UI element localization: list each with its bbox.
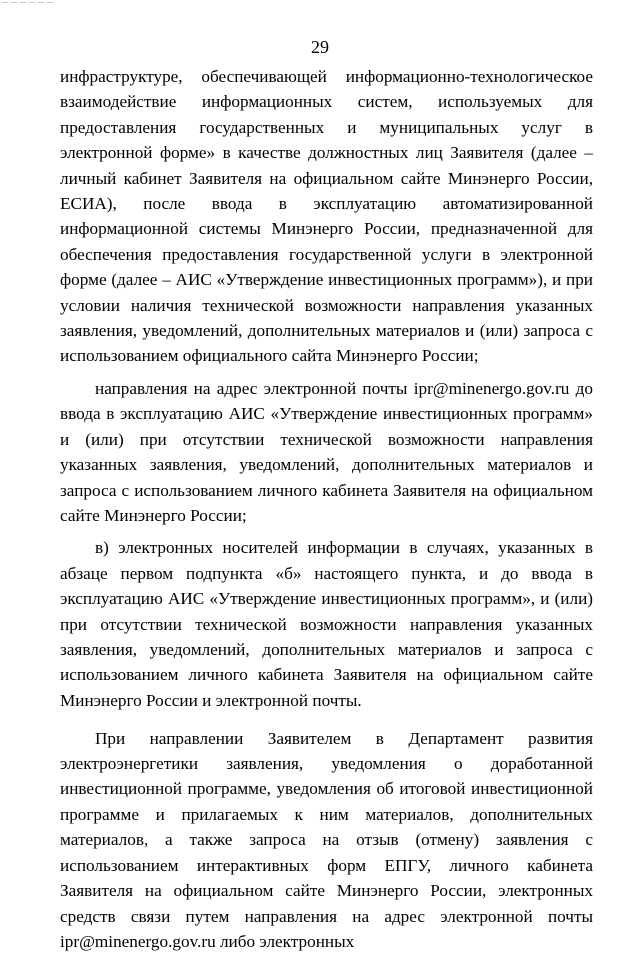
scan-corner-mark <box>2 2 82 8</box>
paragraph-item-v: в) электронных носителей информации в случаях, указанных в абзаце первом подпункта «б» настоящего пункта, и до ввода в эксплуатацию АИС «Утверждение инвестиционных программ», и (или) при отсутствии технической возможности направления указанных заявления, уведомлений, дополнительных материалов и запроса с использованием личного кабинета Заявителя на официальном сайте Минэнерго России и электронной почты. <box>60 538 593 710</box>
paragraph-submission: При направлении Заявителем в Департамент развития электроэнергетики заявления, уведомления о доработанной инвестиционной программе, уведомления об итоговой инвестиционной программе и прилагаемых к ним материалов, дополнительных материалов, а также запроса на отзыв (отмену) заявления с использованием интерактивных форм ЕПГУ, личного кабинета Заявителя на официальном сайте Минэнерго России, электронных средств связи путем направления на адрес электронной почты ipr@minenergo.gov.ru либо электронных <box>60 728 593 951</box>
paragraph-continuation: инфраструктуре, обеспечивающей информационно-технологическое взаимодействие информационных систем, используемых для предоставления государственных и муниципальных услуг в электронной форме» в качестве должностных лиц Заявителя (далее – личный кабинет Заявителя на официальном сайте Минэнерго России, ЕСИА), после ввода в эксплуатацию автоматизированной информационной системы Минэнерго России, предназначенной для обеспечения предоставления государственной услуги в электронной форме (далее – АИС «Утверждение инвестиционных программ»), и при условии наличия технической возможности направления указанных заявления, уведомлений, дополнительных материалов и (или) запроса с использованием официального сайта Минэнерго России; <box>60 67 593 366</box>
document-body <box>60 64 593 954</box>
paragraph-email-direction: направления на адрес электронной почты ipr@minenergo.gov.ru до ввода в эксплуатацию АИС «Утверждение инвестиционных программ» и (или) при отсутствии технической возможности направления указанных заявления, уведомлений, дополнительных материалов и запроса с использованием личного кабинета Заявителя на официальном сайте Минэнерго России; <box>60 378 593 525</box>
page-number: 29 <box>311 37 329 57</box>
